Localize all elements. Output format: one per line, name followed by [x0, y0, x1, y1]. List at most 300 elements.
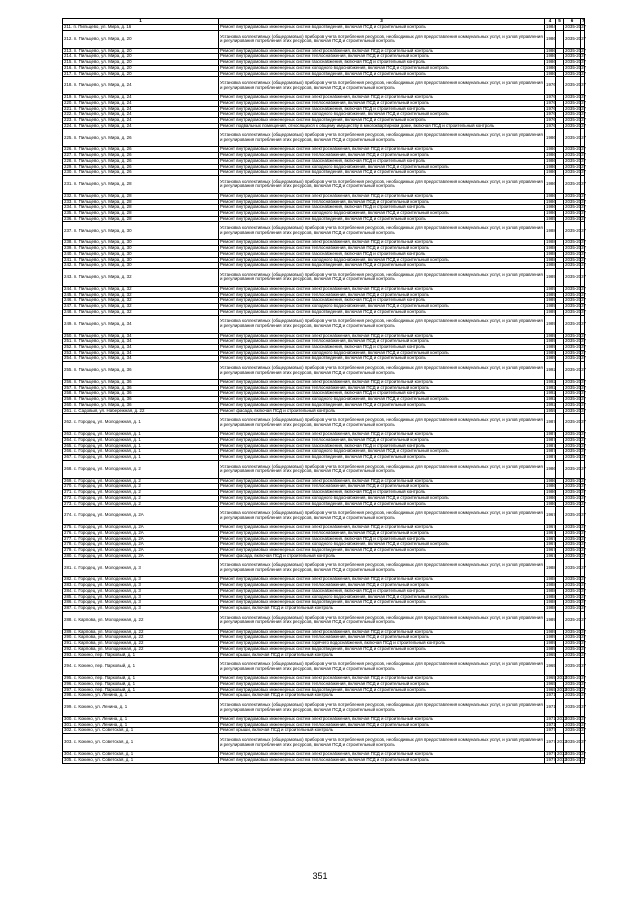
year-built-cell: 1977 [546, 756, 556, 762]
work-description-cell: Ремонт внутридомовых инженерных систем электроснабжения, включая ПСД и строительный контроль [219, 286, 545, 292]
planned-period-cell: 2035-2037 [565, 396, 586, 402]
address-cell: 261. с. Садовый, ул. Набережная, д. 22 [63, 408, 219, 414]
table-row [63, 559, 585, 577]
work-description-cell: Ремонт внутридомовых инженерных систем газоснабжения, включая ПСД и строительный контроль [219, 588, 545, 594]
work-description-cell: Ремонт внутридомовых инженерных систем газоснабжения, включая ПСД и строительный контроль [219, 251, 545, 257]
work-description-cell: Установка коллективных (общедомовых) приборов учета потребления ресурсов, необходимых для предоставления коммунальных услуг, и узлов управления и регулирования потребления этих ресурсов, включая ПСД и строительный контроль [219, 559, 545, 577]
address-cell: 242. п. Пильцево, ул. Мира, д. 30 [63, 263, 219, 269]
year-built-cell: 1989 [546, 285, 556, 291]
year-built-cell: 1985 [546, 215, 556, 221]
year-built-cell: 1988 [546, 576, 556, 582]
year-built-cell: 1986 [546, 192, 556, 198]
address-cell: 222. п. Пильцево, ул. Мира, д. 24 [63, 112, 219, 118]
work-description-cell: Ремонт внутридомовых инженерных систем холодного водоснабжения, включая ПСД и строительный контроль [219, 397, 545, 403]
year-built-cell: 1971 [546, 721, 556, 727]
address-cell: 294. с. Кокино, пер. Парковый, д. 1 [63, 658, 219, 676]
address-cell: 284. с. Городец, ул. Молодежная, д. 3 [63, 588, 219, 594]
planned-period-cell: 2035-2037 [565, 680, 586, 686]
year-built-cell: 1971 [546, 692, 556, 698]
address-cell: 282. с. Городец, ул. Молодежная, д. 3 [63, 577, 219, 583]
address-cell: 223. п. Пильцево, ул. Мира, д. 24 [63, 118, 219, 124]
work-description-cell: Ремонт внутридомовых инженерных систем теплоснабжения, включая ПСД и строительный контроль [219, 153, 545, 159]
address-cell: 295. с. Кокино, пер. Парковый, д. 1 [63, 676, 219, 682]
year-built-cell: 1967 [546, 535, 556, 541]
work-description-cell: Ремонт внутридомовых инженерных систем газоснабжения, включая ПСД и строительный контроль [219, 106, 545, 112]
year-built-cell: 1967 [546, 529, 556, 535]
address-cell: 287. с. Городец, ул. Молодежная, д. 3 [63, 606, 219, 612]
planned-period-cell: 2035-2037 [565, 640, 586, 646]
planned-period-cell: 2035-2037 [565, 599, 586, 605]
year-built-cell: 1986 [545, 129, 556, 147]
year-built-cell: 1986 [546, 477, 556, 483]
planned-period-cell: 2035-2037 [565, 146, 586, 152]
year-built-cell: 1987 [546, 436, 556, 442]
planned-period-cell: 2035-2037 [565, 204, 586, 210]
work-description-cell: Ремонт внутридомовых инженерных систем электроснабжения, включая ПСД и строительный контроль [219, 676, 545, 682]
planned-period-cell: 2035-2037 [564, 611, 581, 629]
year-built-cell: 1976 [546, 99, 556, 105]
planned-period-cell: 2035-2037 [565, 605, 586, 610]
planned-period-cell: 2035-2037 [565, 587, 586, 593]
address-cell: 288. с. Карпова, ул. Молодежная, д. 22 [63, 611, 219, 629]
year-built-cell: 1987 [546, 448, 556, 454]
planned-period-cell: 2035-2037 [565, 547, 586, 553]
year-built-cell: 1988 [546, 582, 556, 588]
year-built-cell: 1986 [546, 64, 556, 70]
year-built-cell: 1965 [546, 651, 556, 657]
table-body [63, 25, 585, 764]
last-repair-year-cell [556, 268, 564, 286]
planned-period-cell: 2035-2037 [565, 552, 586, 558]
planned-period-cell: 2035-2037 [564, 129, 581, 147]
year-built-cell: 1988 [546, 605, 556, 610]
work-description-cell: Ремонт внутридомовых инженерных систем газоснабжения, включая ПСД и строительный контроль [219, 344, 545, 350]
work-description-cell: Ремонт внутридомовых инженерных систем теплоснабжения, включая ПСД и строительный контроль [219, 54, 545, 60]
work-description-cell: Ремонт внутридомовых инженерных систем водоотведения, включая ПСД и строительный контроль [219, 646, 545, 652]
year-built-cell: 1986 [546, 204, 556, 210]
work-description-cell: Ремонт внутридомовых инженерных систем электроснабжения, включая ПСД и строительный контроль [219, 95, 545, 101]
year-built-cell: 1989 [546, 308, 556, 314]
planned-period-cell: 2035-2037 [564, 734, 581, 752]
work-description-cell: Установка коллективных (общедомовых) приборов учета потребления ресурсов, необходимых для предоставления коммунальных услуг, и узлов управления и регулирования потребления этих ресурсов, включая ПСД и строительный контроль [219, 460, 545, 478]
address-cell: 276. с. Городец, ул. Молодежная, д. 2А [63, 530, 219, 536]
planned-period-cell: 2035-2037 [565, 751, 586, 757]
year-built-cell: 1989 [546, 343, 556, 349]
table-row [63, 222, 585, 240]
address-cell: 227. п. Пильцево, ул. Мира, д. 26 [63, 153, 219, 159]
planned-period-cell: 2035-2037 [565, 152, 586, 158]
work-description-cell: Ремонт внутридомовых инженерных систем холодного водоснабжения, включая ПСД и строительный контроль [219, 495, 545, 501]
year-built-cell: 1989 [546, 291, 556, 297]
planned-period-cell: 2035-2037 [565, 297, 586, 303]
address-cell: 232. п. Пильцево, ул. Мира, д. 28 [63, 193, 219, 199]
work-description-cell: Ремонт внутридомовых инженерных систем водоотведения, включая ПСД и строительный контроль [219, 356, 545, 362]
work-description-cell: Ремонт внутридомовых инженерных систем водоотведения, включая ПСД и строительный контроль [219, 548, 545, 554]
work-description-cell: Ремонт внутридомовых инженерных систем электроснабжения, включая ПСД и строительный контроль [219, 193, 545, 199]
year-built-cell: 1965 [546, 686, 556, 692]
year-built-cell: 1989 [545, 611, 556, 629]
work-description-cell: Ремонт фасада, включая ПСД и строительный контроль [219, 408, 545, 414]
address-cell: 234. п. Пильцево, ул. Мира, д. 28 [63, 205, 219, 211]
planned-period-cell: 2035-2037 [565, 303, 586, 309]
work-description-cell: Установка коллективных (общедомовых) приборов учета потребления ресурсов, необходимых для предоставления коммунальных услуг, и узлов управления и регулирования потребления этих ресурсов, включая ПСД и строительный контроль [219, 175, 545, 193]
year-built-cell: 1986 [546, 483, 556, 489]
address-cell: 274. с. Городец, ул. Молодежная, д. 2А [63, 507, 219, 525]
year-built-cell: 1986 [546, 152, 556, 158]
planned-period-cell: 2035-2037 [565, 692, 586, 698]
year-built-cell: 1989 [546, 628, 556, 634]
work-description-cell: Установка коллективных (общедомовых) приборов учета потребления ресурсов, необходимых для предоставления коммунальных услуг, и узлов управления и регулирования потребления этих ресурсов, включая ПСД и строительный контроль [219, 268, 545, 286]
planned-period-cell: 2035-2037 [565, 192, 586, 198]
planned-period-cell: 2035-2037 [565, 436, 586, 442]
year-built-cell: 1976 [545, 77, 556, 95]
planned-period-cell: 2035-2037 [565, 24, 586, 29]
work-description-cell: Установка коллективных (общедомовых) приборов учета потребления ресурсов, необходимых для предоставления коммунальных услуг, и узлов управления и регулирования потребления этих ресурсов, включая ПСД и строительный контроль [219, 77, 545, 95]
address-cell: 292. с. Карпова, ул. Молодежная, д. 22 [63, 646, 219, 652]
table-row [63, 268, 585, 286]
header-col-1: 1 [63, 19, 219, 25]
work-description-cell: Ремонт внутридомовых инженерных систем водоотведения, включая ПСД и строительный контроль [219, 25, 545, 31]
work-description-cell: Ремонт внутридомовых инженерных систем холодного водоснабжения, включая ПСД и строительный контроль [219, 65, 545, 71]
address-cell: 293. с. Кокино, пер. Парковый, д. 1 [63, 652, 219, 658]
work-description-cell: Ремонт внутридомовых инженерных систем теплоснабжения, включая ПСД и строительный контроль [219, 722, 545, 728]
work-description-cell: Ремонт внутридомовых инженерных систем водоотведения, включая ПСД и строительный контроль [219, 402, 545, 408]
planned-period-cell: 2035-2037 [565, 163, 586, 169]
work-description-cell: Ремонт внутридомовых инженерных систем холодного водоснабжения, включая ПСД и строительный контроль [219, 112, 545, 118]
year-built-cell: 1977 [546, 751, 556, 757]
address-cell: 228. п. Пильцево, ул. Мира, д. 26 [63, 158, 219, 164]
address-cell: 257. п. Пильцево, ул. Мира, д. 36 [63, 385, 219, 391]
year-built-cell: 1987 [546, 431, 556, 437]
planned-period-cell: 2035-2037 [565, 262, 586, 268]
address-cell: 262. с. Городец, ул. Молодежная, д. 1 [63, 414, 219, 432]
year-built-cell: 1988 [545, 222, 556, 240]
planned-period-cell: 2035-2037 [565, 343, 586, 349]
planned-period-cell: 2035-2037 [564, 268, 581, 286]
address-cell: 263. с. Городец, ул. Молодежная, д. 1 [63, 432, 219, 438]
planned-period-cell: 2035-2037 [565, 210, 586, 216]
year-built-cell: 1986 [545, 175, 556, 193]
address-cell: 278. с. Городец, ул. Молодежная, д. 2А [63, 542, 219, 548]
work-description-cell: Установка коллективных (общедомовых) приборов учета потребления ресурсов, необходимых для предоставления коммунальных услуг, и узлов управления и регулирования потребления этих ресурсов, включая ПСД и строительный контроль [219, 30, 545, 48]
planned-period-cell: 2035-2037 [565, 431, 586, 437]
last-repair-year-cell [556, 175, 564, 193]
work-description-cell: Ремонт внутридомовых инженерных систем водоотведения, включая ПСД и строительный контроль [219, 455, 545, 461]
address-cell: 214. п. Пильцево, ул. Мира, д. 20 [63, 54, 219, 60]
year-built-cell: 1986 [546, 47, 556, 53]
header-col-6: 6 [564, 19, 581, 25]
address-cell: 256. п. Пильцево, ул. Мира, д. 36 [63, 380, 219, 386]
year-built-cell: 1967 [546, 524, 556, 530]
planned-period-cell: 2035-2037 [565, 355, 586, 361]
address-cell: 237. п. Пильцево, ул. Мира, д. 30 [63, 222, 219, 240]
table-row [63, 77, 585, 95]
year-built-cell: 1967 [546, 552, 556, 558]
address-cell: 229. п. Пильцево, ул. Мира, д. 26 [63, 164, 219, 170]
year-built-cell: 1992 [546, 384, 556, 390]
year-built-cell: 1988 [546, 256, 556, 262]
last-repair-year-cell: 2013 [556, 734, 564, 752]
planned-period-cell: 2035-2037 [565, 727, 586, 733]
work-description-cell: Ремонт внутридомовых инженерных систем холодного водоснабжения, включая ПСД и строительный контроль [219, 304, 545, 310]
planned-period-cell: 2035-2037 [564, 315, 581, 333]
last-repair-year-cell [556, 559, 564, 577]
address-cell: 236. п. Пильцево, ул. Мира, д. 28 [63, 216, 219, 222]
address-cell: 303. с. Кокино, ул. Советская, д. 1 [63, 734, 219, 752]
planned-period-cell: 2035-2037 [565, 454, 586, 460]
work-description-cell: Установка коллективных (общедомовых) приборов учета потребления ресурсов, необходимых для предоставления коммунальных услуг, и узлов управления и регулирования потребления этих ресурсов, включая ПСД и строительный контроль [219, 734, 545, 752]
table-row [63, 507, 585, 525]
work-description-cell: Ремонт внутридомовых инженерных систем холодного водоснабжения, включая ПСД и строительный контроль [219, 211, 545, 217]
planned-period-cell: 2035-2037 [565, 47, 586, 53]
year-built-cell: 1989 [546, 332, 556, 338]
work-description-cell: Установка коллективных (общедомовых) приборов учета потребления ресурсов, необходимых для предоставления коммунальных услуг, и узлов управления и регулирования потребления этих ресурсов, включая ПСД и строительный контроль [219, 414, 545, 432]
work-description-cell: Ремонт внутридомовых инженерных систем электроснабжения, включая ПСД и строительный контроль [219, 147, 545, 153]
year-built-cell: 1988 [546, 593, 556, 599]
work-description-cell: Ремонт внутридомовых инженерных систем электроснабжения, включая ПСД и строительный контроль [219, 717, 545, 723]
address-cell: 215. п. Пильцево, ул. Мира, д. 20 [63, 60, 219, 66]
document-sheet [62, 18, 584, 764]
address-cell: 219. п. Пильцево, ул. Мира, д. 24 [63, 95, 219, 101]
planned-period-cell: 2035-2037 [564, 222, 581, 240]
year-built-cell: 1988 [546, 587, 556, 593]
planned-period-cell: 2035-2037 [565, 541, 586, 547]
year-built-cell: 1989 [546, 645, 556, 651]
planned-period-cell: 2035-2037 [565, 64, 586, 70]
work-description-cell: Ремонт внутридомовых инженерных систем газоснабжения, включая ПСД и строительный контроль [219, 490, 545, 496]
address-cell: 212. п. Пильцево, ул. Мира, д. 20 [63, 30, 219, 48]
planned-period-cell: 2035-2037 [565, 256, 586, 262]
work-description-cell: Ремонт внутридомовых инженерных систем водоотведения, включая ПСД и строительный контроль [219, 118, 545, 124]
address-cell: 297. с. Кокино, пер. Парковый, д. 1 [63, 687, 219, 693]
address-cell: 248. п. Пильцево, ул. Мира, д. 32 [63, 309, 219, 315]
work-description-cell: Ремонт внутридомовых инженерных систем электроснабжения, включая ПСД и строительный контроль [219, 577, 545, 583]
work-description-cell: Установка коллективных (общедомовых) приборов учета потребления ресурсов, необходимых для предоставления коммунальных услуг, и узлов управления и регулирования потребления этих ресурсов, включая ПСД и строительный контроль [219, 699, 545, 717]
planned-period-cell: 2035-2037 [564, 460, 581, 478]
work-description-cell: Ремонт внутридомовых инженерных систем электроснабжения, включая ПСД и строительный контроль [219, 525, 545, 531]
header-col-7: 7 [582, 18, 585, 24]
work-description-cell: Ремонт внутридомовых инженерных систем газоснабжения, включая ПСД и строительный контроль [219, 536, 545, 542]
address-cell: 275. с. Городец, ул. Молодежная, д. 2А [63, 525, 219, 531]
planned-period-cell: 2035-2037 [565, 122, 586, 128]
address-cell: 277. с. Городец, ул. Молодежная, д. 2А [63, 536, 219, 542]
table-row [63, 315, 585, 333]
address-cell: 296. с. Кокино, пер. Парковый, д. 1 [63, 681, 219, 687]
year-built-cell: 1992 [546, 401, 556, 407]
year-built-cell: 1986 [546, 169, 556, 175]
planned-period-cell: 2035-2037 [564, 175, 581, 193]
year-built-cell: 1986 [546, 59, 556, 65]
work-description-cell: Ремонт внутридомовых инженерных систем водоотведения, включая ПСД и строительный контроль [219, 309, 545, 315]
planned-period-cell: 2035-2037 [565, 645, 586, 651]
address-cell: 260. п. Пильцево, ул. Мира, д. 36 [63, 402, 219, 408]
planned-period-cell: 2035-2037 [565, 686, 586, 692]
address-cell: 265. с. Городец, ул. Молодежная, д. 1 [63, 443, 219, 449]
work-description-cell: Ремонт внутридомовых инженерных систем теплоснабжения, включая ПСД и строительный контроль [219, 246, 545, 252]
work-description-cell: Ремонт внутридомовых инженерных систем теплоснабжения, включая ПСД и строительный контроль [219, 292, 545, 298]
address-cell: 298. с. Кокино, ул. Ленина, д. 1 [63, 693, 219, 699]
last-repair-year-cell: 2013 [557, 675, 567, 681]
last-repair-year-cell: 2013 [557, 716, 567, 722]
table-row [63, 734, 585, 752]
year-built-cell: 1971 [546, 716, 556, 722]
address-cell: 213. п. Пильцево, ул. Мира, д. 20 [63, 48, 219, 54]
planned-period-cell: 2035-2037 [565, 239, 586, 245]
year-built-cell: 1986 [546, 210, 556, 216]
planned-period-cell: 2035-2037 [565, 94, 586, 100]
last-repair-year-cell [556, 315, 564, 333]
year-built-cell: 1989 [546, 297, 556, 303]
planned-period-cell: 2035-2037 [565, 442, 586, 448]
table-row [63, 362, 585, 380]
year-built-cell: 1989 [546, 349, 556, 355]
address-cell: 299. с. Кокино, ул. Ленина, д. 1 [63, 699, 219, 717]
planned-period-cell: 2035-2037 [564, 658, 581, 676]
address-cell: 226. п. Пильцево, ул. Мира, д. 26 [63, 147, 219, 153]
planned-period-cell: 2035-2037 [565, 407, 586, 413]
year-built-cell: 1976 [546, 111, 556, 117]
address-cell: 240. п. Пильцево, ул. Мира, д. 30 [63, 251, 219, 257]
year-built-cell: 1986 [546, 500, 556, 506]
last-repair-year-cell: 2013 [557, 756, 567, 762]
planned-period-cell: 2035-2037 [565, 291, 586, 297]
year-built-cell: 1988 [546, 245, 556, 251]
planned-period-cell: 2035-2037 [564, 30, 581, 48]
year-built-cell: 1988 [545, 559, 556, 577]
planned-period-cell: 2035-2037 [565, 99, 586, 105]
work-description-cell: Ремонт внутридомовых инженерных систем холодного водоснабжения, включая ПСД и строительный контроль [219, 594, 545, 600]
work-description-cell: Ремонт внутридомовых инженерных систем электроснабжения, включая ПСД и строительный контроль [219, 478, 545, 484]
work-description-cell: Ремонт внутридомовых инженерных систем газоснабжения, включая ПСД и строительный контроль [219, 298, 545, 304]
planned-period-cell: 2035-2037 [564, 414, 581, 432]
work-description-cell: Ремонт фасада, включая ПСД и строительный контроль [219, 553, 545, 559]
work-description-cell: Ремонт крыши, включая ПСД и строительный контроль [219, 606, 545, 612]
planned-period-cell: 2035-2037 [565, 756, 586, 762]
table-row [63, 129, 585, 147]
address-cell: 283. с. Городец, ул. Молодежная, д. 3 [63, 583, 219, 589]
address-cell: 269. с. Городец, ул. Молодежная, д. 2 [63, 478, 219, 484]
planned-period-cell: 2035-2037 [565, 494, 586, 500]
planned-period-cell: 2035-2037 [565, 721, 586, 727]
address-cell: 216. п. Пильцево, ул. Мира, д. 20 [63, 65, 219, 71]
year-built-cell: 1987 [546, 454, 556, 460]
address-cell: 218. п. Пильцево, ул. Мира, д. 24 [63, 77, 219, 95]
year-built-cell: 1989 [545, 315, 556, 333]
work-description-cell: Ремонт внутридомовых инженерных систем водоотведения, включая ПСД и строительный контроль [219, 71, 545, 77]
year-built-cell: 1988 [546, 239, 556, 245]
year-built-cell: 1976 [546, 94, 556, 100]
work-description-cell: Ремонт внутридомовых инженерных систем холодного водоснабжения, включая ПСД и строительный контроль [219, 257, 545, 263]
year-built-cell: 1967 [546, 547, 556, 553]
work-description-cell: Ремонт внутридомовых инженерных систем водоотведения, включая ПСД и строительный контроль [219, 216, 545, 222]
work-description-cell: Ремонт внутридомовых инженерных систем теплоснабжения, включая ПСД и строительный контроль [219, 583, 545, 589]
work-description-cell: Ремонт внутридомовых инженерных систем электроснабжения, включая ПСД и строительный контроль [219, 240, 545, 246]
planned-period-cell: 2035-2037 [565, 716, 586, 722]
repair-program-table [62, 18, 585, 764]
planned-period-cell: 2035-2037 [565, 245, 586, 251]
planned-period-cell: 2035-2037 [565, 332, 586, 338]
address-cell: 243. п. Пильцево, ул. Мира, д. 32 [63, 268, 219, 286]
planned-period-cell: 2035-2037 [565, 338, 586, 344]
work-description-cell: Ремонт внутридомовых инженерных систем газоснабжения, включая ПСД и строительный контроль [219, 158, 545, 164]
planned-period-cell: 2035-2037 [565, 215, 586, 221]
planned-period-cell: 2035-2037 [565, 593, 586, 599]
last-repair-year-cell [556, 507, 564, 525]
address-cell: 267. с. Городец, ул. Молодежная, д. 1 [63, 455, 219, 461]
address-cell: 221. п. Пильцево, ул. Мира, д. 24 [63, 106, 219, 112]
planned-period-cell: 2035-2037 [565, 401, 586, 407]
year-built-cell: 1986 [546, 146, 556, 152]
year-built-cell: 1986 [546, 163, 556, 169]
address-cell: 250. п. Пильцево, ул. Мира, д. 34 [63, 333, 219, 339]
planned-period-cell: 2035-2037 [565, 477, 586, 483]
address-cell: 268. с. Городец, ул. Молодежная, д. 2 [63, 460, 219, 478]
table-row [63, 414, 585, 432]
work-description-cell: Ремонт внутридомовых инженерных систем электроснабжения, включая ПСД и строительный контроль [219, 333, 545, 339]
address-cell: 273. с. Городец, ул. Молодежная, д. 2 [63, 501, 219, 507]
work-description-cell: Ремонт внутридомовых инженерных систем теплоснабжения, включая ПСД и строительный контроль [219, 100, 545, 106]
address-cell: 280. с. Городец, ул. Молодежная, д. 2А [63, 553, 219, 559]
work-description-cell: Ремонт внутридомовых инженерных систем газоснабжения, включая ПСД и строительный контроль [219, 443, 545, 449]
address-cell: 272. с. Городец, ул. Молодежная, д. 2 [63, 495, 219, 501]
address-cell: 285. с. Городец, ул. Молодежная, д. 3 [63, 594, 219, 600]
work-description-cell: Установка коллективных (общедомовых) приборов учета потребления ресурсов, необходимых для предоставления коммунальных услуг, и узлов управления и регулирования потребления этих ресурсов, включая ПСД и строительный контроль [219, 129, 545, 147]
address-cell: 266. с. Городец, ул. Молодежная, д. 1 [63, 449, 219, 455]
year-built-cell: 1976 [546, 105, 556, 111]
planned-period-cell: 2035-2037 [564, 362, 581, 380]
address-cell: 258. п. Пильцево, ул. Мира, д. 36 [63, 391, 219, 397]
year-built-cell: 1977 [546, 727, 556, 733]
planned-period-cell: 2035-2037 [565, 675, 586, 681]
year-built-cell: 1989 [546, 640, 556, 646]
address-cell: 281. с. Городец, ул. Молодежная, д. 3 [63, 559, 219, 577]
year-built-cell: 1976 [546, 122, 556, 128]
last-repair-year-cell: 2013 [557, 751, 567, 757]
year-built-cell: 1988 [546, 262, 556, 268]
last-repair-year-cell [556, 658, 564, 676]
work-description-cell: Ремонт крыши, включая ПСД и строительный контроль [219, 652, 545, 658]
year-built-cell: 1992 [546, 379, 556, 385]
planned-period-cell: 2035-2037 [565, 105, 586, 111]
address-cell: 264. с. Городец, ул. Молодежная, д. 1 [63, 437, 219, 443]
year-built-cell: 1967 [545, 507, 556, 525]
address-cell: 291. с. Карпова, ул. Молодежная, д. 22 [63, 641, 219, 647]
address-cell: 271. с. Городец, ул. Молодежная, д. 2 [63, 490, 219, 496]
table-row [63, 658, 585, 676]
address-cell: 302. с. Кокино, ул. Советская, д. 1 [63, 728, 219, 734]
address-cell: 254. п. Пильцево, ул. Мира, д. 34 [63, 356, 219, 362]
planned-period-cell: 2035-2037 [565, 169, 586, 175]
planned-period-cell: 2035-2037 [565, 483, 586, 489]
year-built-cell: 1989 [546, 338, 556, 344]
work-description-cell: Ремонт внутридомовых инженерных систем теплоснабжения, включая ПСД и строительный контроль [219, 385, 545, 391]
work-description-cell: Ремонт внутридомовых инженерных систем электроснабжения, включая ПСД и строительный контроль [219, 752, 545, 758]
year-built-cell: 1965 [546, 675, 556, 681]
planned-period-cell: 2035-2037 [564, 77, 581, 95]
planned-period-cell: 2035-2037 [565, 576, 586, 582]
year-built-cell: 1986 [546, 53, 556, 59]
work-description-cell: Ремонт внутридомовых инженерных систем электроснабжения, включая ПСД и строительный контроль [219, 629, 545, 635]
address-cell: 220. п. Пильцево, ул. Мира, д. 24 [63, 100, 219, 106]
year-built-cell: 1992 [546, 390, 556, 396]
table-row [63, 699, 585, 717]
planned-period-cell: 2035-2037 [565, 582, 586, 588]
address-cell: 249. п. Пильцево, ул. Мира, д. 34 [63, 315, 219, 333]
year-built-cell: 1989 [546, 355, 556, 361]
address-cell: 238. п. Пильцево, ул. Мира, д. 30 [63, 240, 219, 246]
address-cell: 245. п. Пильцево, ул. Мира, д. 32 [63, 292, 219, 298]
year-built-cell: 1967 [546, 541, 556, 547]
